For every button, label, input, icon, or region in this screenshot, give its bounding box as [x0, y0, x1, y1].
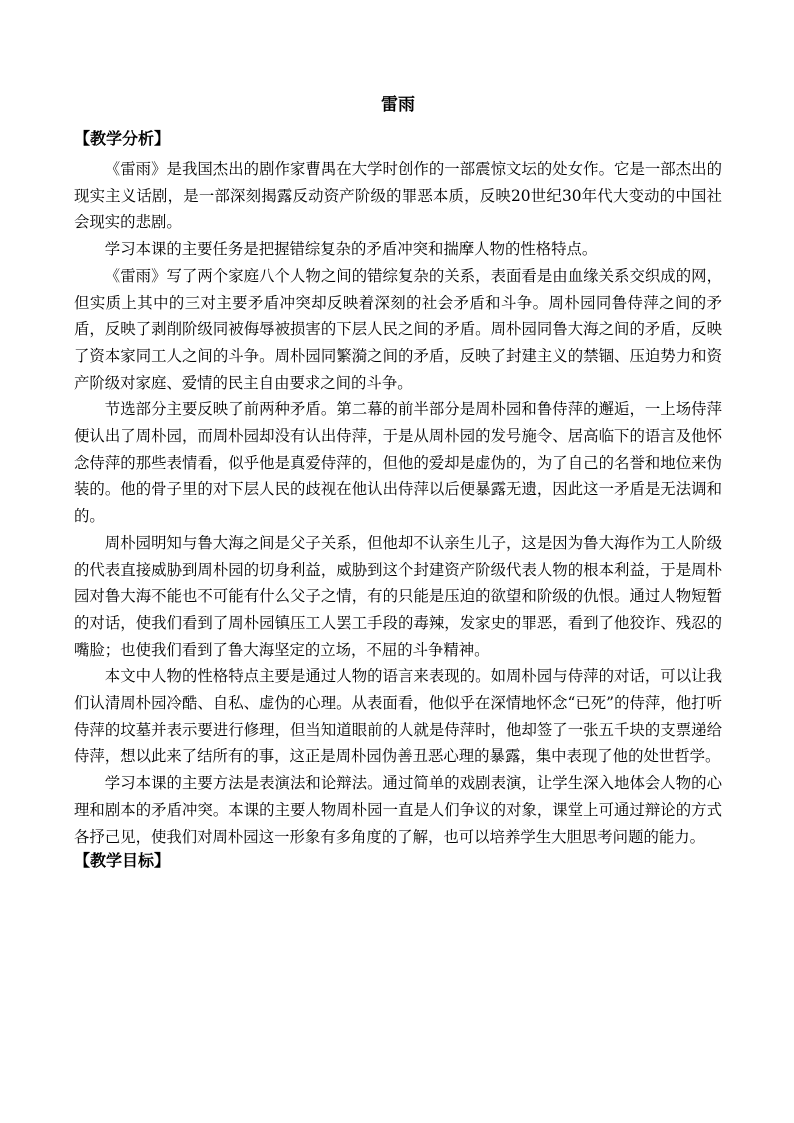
paragraph: 节选部分主要反映了前两种矛盾。第二幕的前半部分是周朴园和鲁侍萍的邂逅，一上场侍萍便认出了周朴园，而周朴园却没有认出侍萍，于是从周朴园的发号施令、居高临下的语言及他怀念侍萍的那些表情看，似乎他是真爱侍萍的，但他的爱却是虚伪的，为了自己的名誉和地位来伪装的。他的骨子里的对下层人民的歧视在他认出侍萍以后便暴露无遗，因此这一矛盾是无法调和的。 [74, 400, 722, 526]
document-title: 雷雨 [381, 95, 415, 115]
paragraph: 《雷雨》写了两个家庭八个人物之间的错综复杂的关系，表面看是由血缘关系交织成的网，但实质上其中的三对主要矛盾冲突却反映着深刻的社会矛盾和斗争。周朴园同鲁侍萍之间的矛盾，反映了剥削阶级同被侮辱被损害的下层人民之间的矛盾。周朴园同鲁大海之间的矛盾，反映了资本家同工人之间的斗争。周朴园同繁漪之间的矛盾，反映了封建主义的禁锢、压迫势力和资产阶级对家庭、爱情的民主自由要求之间的斗争。 [74, 266, 722, 392]
section-teaching-objectives [74, 850, 722, 872]
section-heading: 【教学目标】 [74, 851, 171, 871]
document-body [74, 92, 722, 878]
paragraph: 周朴园明知与鲁大海之间是父子关系，但他却不认亲生儿子，这是因为鲁大海作为工人阶级的代表直接威胁到周朴园的切身利益，威胁到这个封建资产阶级代表人物的根本利益，于是周朴园对鲁大海不能也不可能有什么父子之情，有的只能是压迫的欲望和阶级的仇恨。通过人物短暂的对话，使我们看到了周朴园镇压工人罢工手段的毒辣，发家史的罪恶，看到了他狡诈、残忍的嘴脸；也使我们看到了鲁大海坚定的立场，不屈的斗争精神。 [74, 533, 722, 659]
paragraph: 学习本课的主要任务是把握错综复杂的矛盾冲突和揣摩人物的性格特点。 [104, 240, 598, 259]
section-teaching-analysis [74, 128, 722, 850]
paragraph: 本文中人物的性格特点主要是通过人物的语言来表现的。如周朴园与侍萍的对话，可以让我们认清周朴园冷酷、自私、虚伪的心理。从表面看，他似乎在深情地怀念“已死”的侍萍，他打听侍萍的坟墓并表示要进行修理，但当知道眼前的人就是侍萍时，他却签了一张五千块的支票递给侍萍，想以此来了结所有的事，这正是周朴园伪善丑恶心理的暴露，集中表现了他的处世哲学。 [74, 667, 722, 766]
paragraph: 学习本课的主要方法是表演法和论辩法。通过简单的戏剧表演，让学生深入地体会人物的心理和剧本的矛盾冲突。本课的主要人物周朴园一直是人们争议的对象，课堂上可通过辩论的方式各抒己见，使我们对周朴园这一形象有多角度的了解，也可以培养学生大胆思考问题的能力。 [74, 774, 722, 846]
paragraph: 《雷雨》是我国杰出的剧作家曹禺在大学时创作的一部震惊文坛的处女作。它是一部杰出的现实主义话剧，是一部深刻揭露反动资产阶级的罪恶本质，反映20世纪30年代大变动的中国社会现实的悲剧。 [74, 160, 722, 232]
section-heading: 【教学分析】 [74, 129, 171, 148]
